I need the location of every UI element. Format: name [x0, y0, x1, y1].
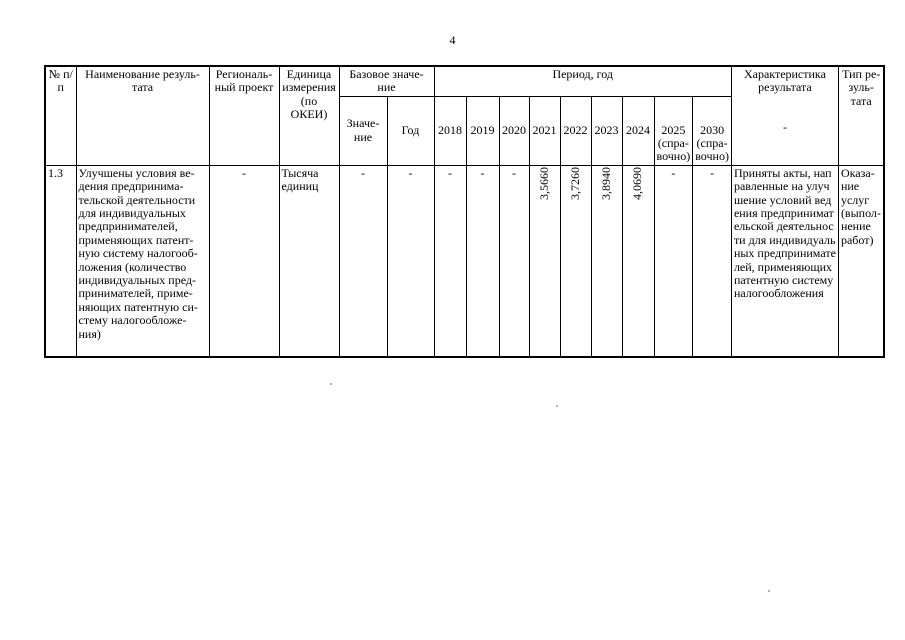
row-unit: Тысяча единиц	[279, 165, 339, 357]
row-value-2022-text: 3,7260	[567, 166, 582, 200]
scan-speck	[330, 383, 332, 385]
row-regional-project: -	[209, 165, 279, 357]
row-value-2023-text: 3,8940	[598, 166, 613, 200]
scan-speck	[768, 590, 770, 592]
header-characteristic-dash: -	[782, 119, 787, 134]
row-name: Улучшены условия ве-дения предпринима-тельской деятельности для индивидуальных предпринимателей, применяющих патент-ную систему налогооб-ложения (количество индивидуальных пред-принимателей, приме-няющих патентную си-стему налогообложе-ния)	[76, 165, 209, 357]
header-base-value-value: Значе-ние	[339, 96, 387, 165]
row-value-2018: -	[434, 165, 466, 357]
row-base-value: -	[339, 165, 387, 357]
row-value-2023	[591, 165, 622, 357]
header-year-2021: 2021	[529, 96, 560, 165]
header-year-2018: 2018	[434, 96, 466, 165]
results-table	[44, 65, 885, 358]
header-characteristic-label: Характеристика результата	[743, 67, 826, 95]
header-num: № п/п	[45, 66, 76, 165]
row-result-type: Оказа-ние услуг (выпол-нение работ)	[838, 165, 884, 357]
row-value-2022	[560, 165, 591, 357]
row-value-2020: -	[499, 165, 529, 357]
header-year-2022: 2022	[560, 96, 591, 165]
row-value-2019: -	[466, 165, 499, 357]
row-value-2024-text: 4,0690	[630, 166, 645, 200]
header-name: Наименование резуль-тата	[76, 66, 209, 165]
row-value-2025: -	[654, 165, 693, 357]
scan-speck	[556, 405, 558, 407]
header-year-2024: 2024	[622, 96, 654, 165]
header-base-value-year: Год	[387, 96, 434, 165]
row-value-2030: -	[693, 165, 732, 357]
header-result-type: Тип ре-зуль-тата	[838, 66, 884, 165]
header-year-2025: 2025 (спра-вочно)	[654, 96, 693, 165]
header-base-value: Базовое значе-ние	[339, 66, 434, 96]
row-characteristic: Приняты акты, направленные на улучшение условий ведения предпринимательской деятельности для индивидуальных предпринимателей, применяющих патентную систему налогообложения	[731, 165, 838, 357]
header-regional-project: Региональ-ный проект	[209, 66, 279, 165]
header-row-1	[45, 66, 884, 96]
header-year-2023: 2023	[591, 96, 622, 165]
row-base-year: -	[387, 165, 434, 357]
row-value-2021-text: 3,5660	[536, 166, 551, 200]
row-num: 1.3	[45, 165, 76, 357]
header-year-2020: 2020	[499, 96, 529, 165]
row-value-2024	[622, 165, 654, 357]
header-unit: Единица измерения (по ОКЕИ)	[279, 66, 339, 165]
header-year-2019: 2019	[466, 96, 499, 165]
table-row	[45, 165, 884, 357]
header-characteristic	[731, 66, 838, 165]
header-year-2030: 2030 (спра-вочно)	[693, 96, 732, 165]
page-number: 4	[449, 33, 456, 47]
row-value-2021	[529, 165, 560, 357]
header-period: Период, год	[434, 66, 731, 96]
